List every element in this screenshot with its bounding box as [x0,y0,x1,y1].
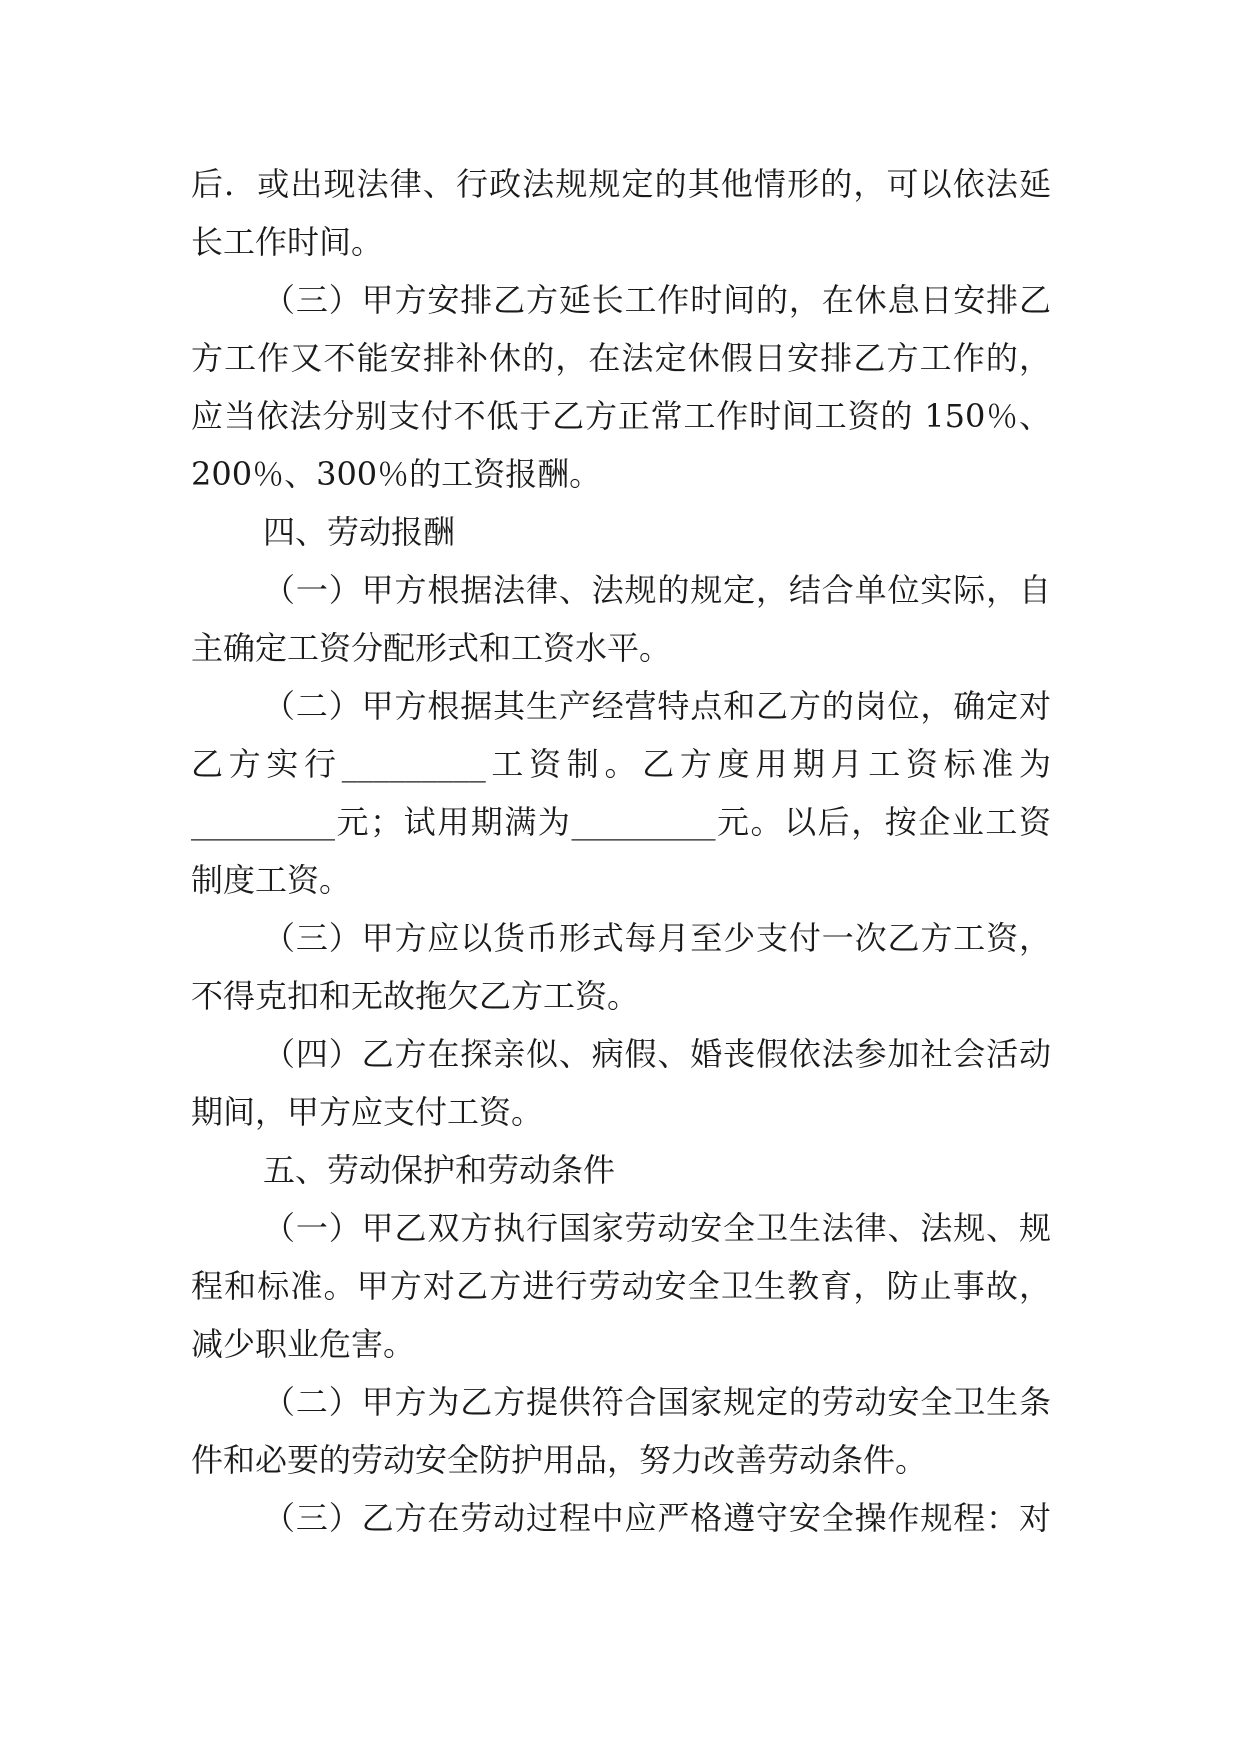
text-line: （一）甲乙双方执行国家劳动安全卫生法律、法规、规 [263,1209,1051,1247]
text-line: _________元；试用期满为_________元。以后，按企业工资 [191,803,1051,841]
text-line: 主确定工资分配形式和工资水平。 [191,629,672,667]
text-line: （二）甲方为乙方提供符合国家规定的劳动安全卫生条 [263,1383,1051,1421]
text-line: 应当依法分别支付不低于乙方正常工作时间工资的 150％、 [191,397,1051,435]
text-line: 不得克扣和无故拖欠乙方工资。 [191,977,640,1015]
text-line: 期间，甲方应支付工资。 [191,1093,544,1131]
text-line: （三）甲方安排乙方延长工作时间的，在休息日安排乙 [263,281,1051,319]
text-line: 后．或出现法律、行政法规规定的其他情形的，可以依法延 [191,165,1051,203]
text-line: 方工作又不能安排补休的，在法定休假日安排乙方工作的， [191,339,1051,377]
text-line: 制度工资。 [191,861,352,899]
text-line: （三）乙方在劳动过程中应严格遵守安全操作规程：对 [263,1499,1051,1537]
text-line: （二）甲方根据其生产经营特点和乙方的岗位，确定对 [263,687,1051,725]
section-heading: 五、劳动保护和劳动条件 [263,1151,616,1189]
text-line: 长工作时间。 [191,223,384,261]
text-line: 件和必要的劳动安全防护用品，努力改善劳动条件。 [191,1441,928,1479]
section-heading: 四、劳动报酬 [263,513,456,551]
text-line: 乙方实行_________工资制。乙方度用期月工资标准为 [191,745,1051,783]
text-line: （三）甲方应以货币形式每月至少支付一次乙方工资， [263,919,1051,957]
text-line: 200％、300％的工资报酬。 [191,455,602,493]
text-line: （一）甲方根据法律、法规的规定，结合单位实际，自 [263,571,1051,609]
text-line: 程和标准。甲方对乙方进行劳动安全卫生教育，防止事故， [191,1267,1051,1305]
text-line: （四）乙方在探亲似、病假、婚丧假依法参加社会活动 [263,1035,1051,1073]
text-line: 减少职业危害。 [191,1325,416,1363]
